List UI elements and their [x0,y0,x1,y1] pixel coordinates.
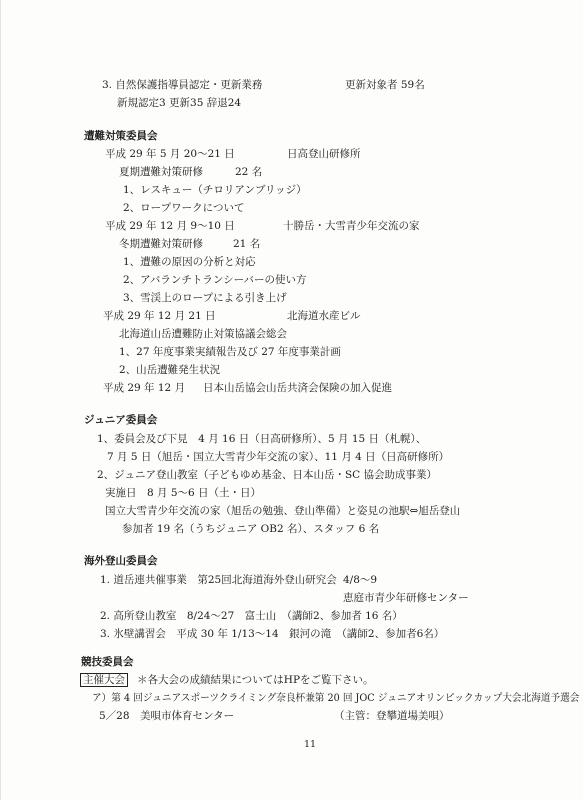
competition-date-venue: 5／28 美唄市体育センター [99,710,235,722]
page-number: 11 [304,739,317,750]
event-subitem: 3、雪渓上のロープによる引き上げ [123,292,287,304]
event-date: 平成 29 年 12 月 9～10 日 [105,220,235,232]
results-note: ＊各大会の成績結果についてはHPをご覧下さい。 [137,674,374,686]
item-3-title: 3. 自然保護指導員認定・更新業務 [102,79,263,91]
event-date: 平成 29 年 12 月 [103,382,186,394]
event-date: 平成 29 年 12 月 21 日 [103,310,216,322]
competition-organizer: （主管：登攀道場美唄） [334,710,450,722]
overseas-date: 4/8～9 [343,574,378,586]
event-subitem: 1、レスキュー（チロリアンブリッジ） [123,184,307,196]
item-3-detail: 新規認定3 更新35 辞退24 [117,97,242,109]
event-subitem: 1、27 年度事業実績報告及び 27 年度事業計画 [119,346,341,358]
competition-title: ア）第 4 回ジュニアスポーツクライミング奈良杯兼第 20 回 JOC ジュニアオリンピックカップ大会北海道予選会 [92,693,580,704]
section-heading-junior: ジュニア委員会 [84,414,158,426]
section-heading-sounan: 遭難対策委員会 [84,130,158,142]
event-count: 21 名 [233,238,261,250]
event-place: 北海道水産ビル [287,310,361,322]
junior-item: 2、ジュニア登山教室（子どもゆめ基金、日本山岳・SC 協会助成事業） [97,469,438,481]
event-title: 日本山岳協会山岳共済会保険の加入促進 [203,382,392,394]
junior-item: 1、委員会及び下見 4 月 16 日（日高研修所）、5 月 15 日（札幌）、 [97,433,427,445]
junior-item: 参加者 19 名（うちジュニア OB2 名）、スタッフ 6 名 [122,523,380,535]
event-subitem: 1、遭難の原因の分析と対応 [123,256,256,268]
host-meet-label: 主催大会 [80,673,128,687]
overseas-item: 1. 道岳連共催事業 第25回北海道海外登山研究会 [100,574,337,586]
junior-item: 7 月 5 日（旭岳・国立大雪青少年交流の家）、11 月 4 日（日高研修所） [107,451,450,463]
overseas-place: 恵庭市青少年研修センター [343,592,469,604]
event-count: 22 名 [235,166,263,178]
event-title: 北海道山岳遭難防止対策協議会総会 [119,328,287,340]
event-title: 夏期遭難対策研修 [119,166,203,178]
event-place: 日高登山研修所 [287,148,361,160]
section-heading-competition: 競技委員会 [81,656,134,668]
overseas-item: 3. 氷壁講習会 平成 30 年 1/13～14 銀河の滝 （講師2、参加者6名） [100,628,445,640]
event-place: 十勝岳・大雪青少年交流の家 [283,220,420,232]
section-heading-overseas: 海外登山委員会 [84,555,158,567]
overseas-item: 2. 高所登山教室 8/24～27 富士山 （講師2、参加者 16 名） [100,610,403,622]
item-3-renewal-count: 更新対象者 59名 [345,79,425,91]
event-subitem: 2、ロープワークについて [123,202,245,214]
event-subitem: 2、アバランチトランシーバーの使い方 [123,274,307,286]
junior-item: 実施日 8 月 5～6 日（土・日） [105,487,262,499]
event-subitem: 2、山岳遭難発生状況 [119,364,221,376]
event-date: 平成 29 年 5 月 20～21 日 [105,148,235,160]
junior-item: 国立大雪青少年交流の家（旭岳の勉強、登山準備）と姿見の池駅⇔旭岳登山 [105,505,461,517]
event-title: 冬期遭難対策研修 [119,238,203,250]
